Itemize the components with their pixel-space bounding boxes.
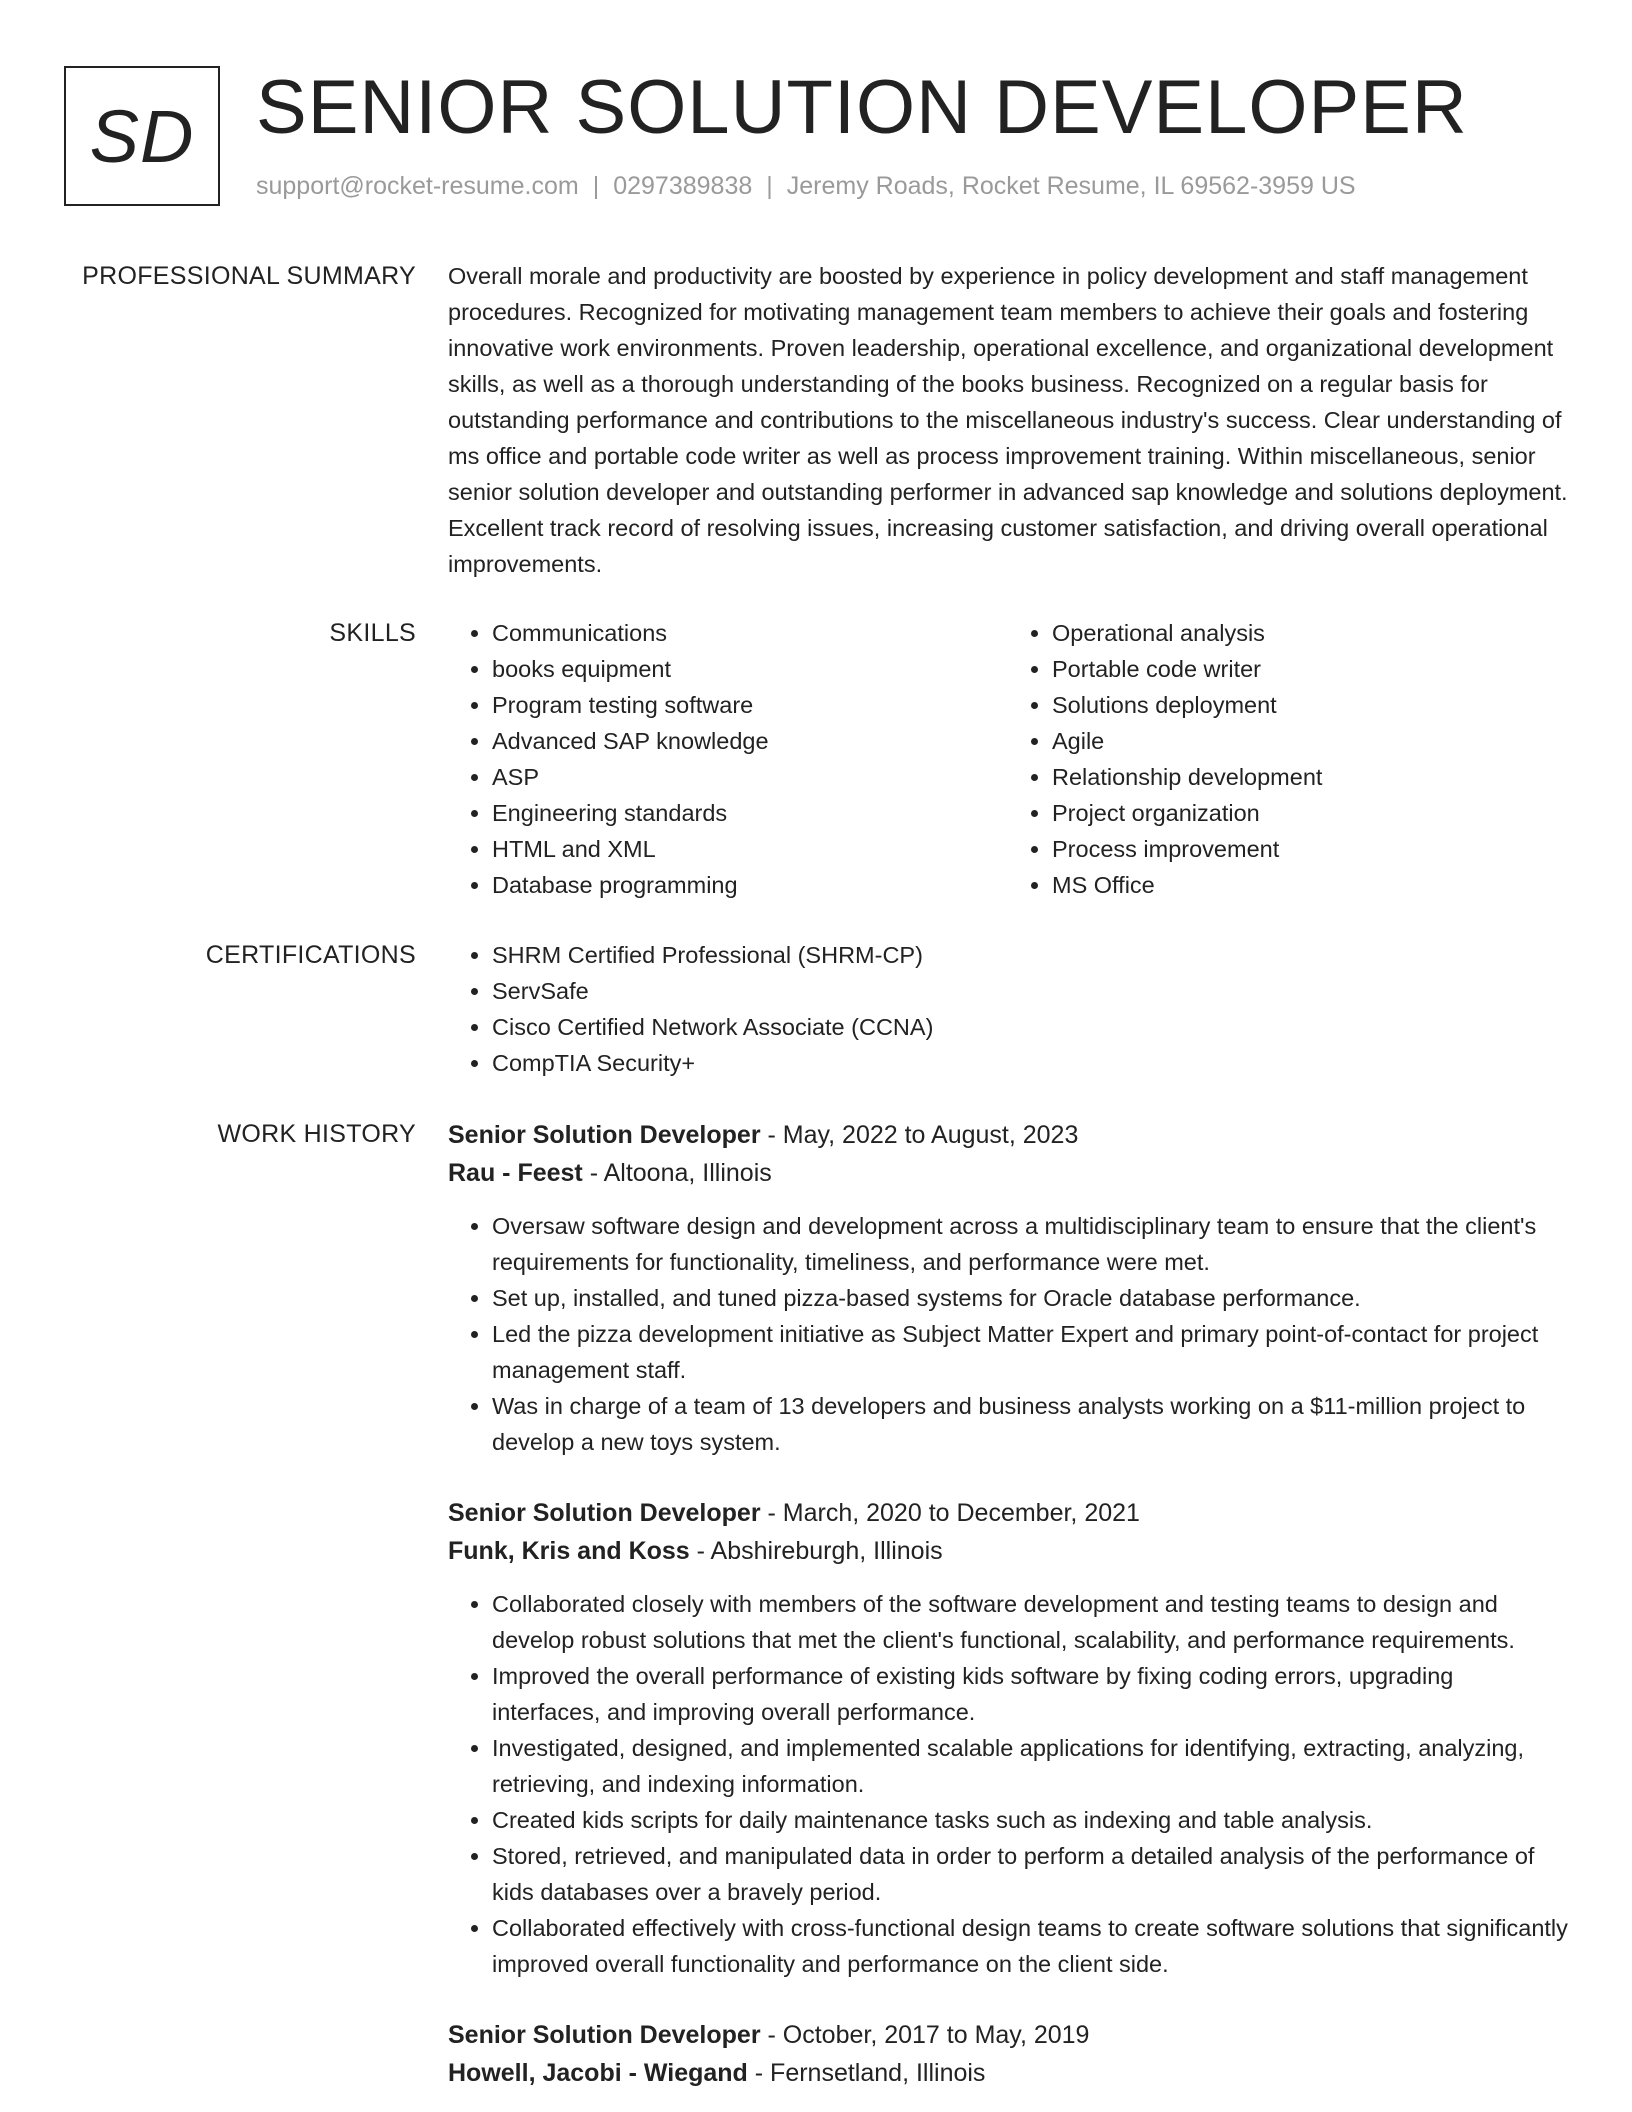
certification-item: • SHRM Certified Professional (SHRM-CP) (492, 937, 1568, 973)
job-bullet: • Was in charge of a team of 13 developers and business analysts working on a $11-million project to develop a new toys system. (492, 1388, 1568, 1460)
work-history-content (448, 1116, 1568, 2092)
initials-monogram: SD (64, 66, 220, 206)
summary-content (448, 258, 1568, 582)
skill-item: • Program testing software (492, 687, 1008, 723)
summary-heading: PROFESSIONAL SUMMARY (82, 262, 416, 290)
job-title: SENIOR SOLUTION DEVELOPER (256, 65, 1468, 150)
skill-item: • Project organization (1052, 795, 1568, 831)
skills-list-right (1008, 615, 1568, 903)
contact-line (256, 172, 1356, 201)
certifications-list (448, 937, 1568, 1081)
job-bullet: • Collaborated closely with members of the software development and testing teams to design and develop robust solutions that met the client's functional, scalability, and performance requirements. (492, 1586, 1568, 1658)
job-company: Funk, Kris and Koss (448, 1537, 690, 1565)
work-history-heading: WORK HISTORY (217, 1120, 416, 1148)
skill-item: • Relationship development (1052, 759, 1568, 795)
job-bullet: • Stored, retrieved, and manipulated data in order to perform a detailed analysis of the performance of kids databases over a bravely period. (492, 1838, 1568, 1910)
certifications-heading: CERTIFICATIONS (205, 941, 416, 969)
job-location: - Abshireburgh, Illinois (689, 1537, 943, 1565)
job-company-line (448, 1154, 1568, 1192)
contact-address: Jeremy Roads, Rocket Resume, IL 69562-3959 US (786, 172, 1356, 200)
job-title-line (448, 1116, 1568, 1154)
job-bullets (448, 1586, 1568, 1982)
skill-item: • Advanced SAP knowledge (492, 723, 1008, 759)
job-entry (448, 1494, 1568, 1982)
skills-heading: SKILLS (329, 619, 416, 647)
certification-item: • ServSafe (492, 973, 1568, 1009)
job-company-line (448, 1532, 1568, 1570)
job-bullet: • Set up, installed, and tuned pizza-based systems for Oracle database performance. (492, 1280, 1568, 1316)
job-title-line (448, 1494, 1568, 1532)
skill-item: • Operational analysis (1052, 615, 1568, 651)
skill-item: • ASP (492, 759, 1008, 795)
job-bullet: • Improved the overall performance of existing kids software by fixing coding errors, upgrading interfaces, and improving overall performance. (492, 1658, 1568, 1730)
job-bullet: • Investigated, designed, and implemented scalable applications for identifying, extracting, analyzing, retrieving, and indexing information. (492, 1730, 1568, 1802)
job-company: Howell, Jacobi - Wiegand (448, 2059, 748, 2087)
skill-item: • MS Office (1052, 867, 1568, 903)
skill-item: • Agile (1052, 723, 1568, 759)
skill-item: • Solutions deployment (1052, 687, 1568, 723)
contact-separator: | (592, 172, 600, 200)
resume-header (64, 66, 1584, 212)
skill-item: • Process improvement (1052, 831, 1568, 867)
job-dates: - October, 2017 to May, 2019 (760, 2021, 1090, 2049)
contact-separator: | (766, 172, 773, 200)
skill-item: • Communications (492, 615, 1008, 651)
job-bullet: • Led the pizza development initiative as Subject Matter Expert and primary point-of-contact for project management staff. (492, 1316, 1568, 1388)
certification-item: • Cisco Certified Network Associate (CCNA) (492, 1009, 1568, 1045)
job-company: Rau - Feest (448, 1159, 583, 1187)
job-entry (448, 1116, 1568, 1460)
job-position: Senior Solution Developer (448, 1121, 761, 1149)
job-bullet: • Oversaw software design and development across a multidisciplinary team to ensure that the client's requirements for functionality, timeliness, and performance were met. (492, 1208, 1568, 1280)
skill-item: • Portable code writer (1052, 651, 1568, 687)
job-bullet: • Collaborated effectively with cross-functional design teams to create software solutions that significantly improved overall functionality and performance on the client side. (492, 1910, 1568, 1982)
job-position: Senior Solution Developer (448, 2021, 761, 2049)
summary-text: Overall morale and productivity are boosted by experience in policy development and staff management procedures. Recognized for motivating management team members to achieve their goals and fostering innovative work environments. Proven leadership, operational excellence, and organizational development skills, as well as a thorough understanding of the books business. Recognized on a regular basis for outstanding performance and contributions to the miscellaneous industry's success. Clear understanding of ms office and portable code writer as well as process improvement training. Within miscellaneous, senior senior solution developer and outstanding performer in advanced sap knowledge and solutions deployment. Excellent track record of resolving issues, increasing customer satisfaction, and driving overall operational improvements. (448, 263, 1568, 577)
contact-email: support@rocket-resume.com (256, 172, 579, 200)
skills-content (448, 615, 1568, 903)
job-bullet: • Created kids scripts for daily maintenance tasks such as indexing and table analysis. (492, 1802, 1568, 1838)
job-dates: - March, 2020 to December, 2021 (760, 1499, 1140, 1527)
skill-item: • Engineering standards (492, 795, 1008, 831)
skills-list-left (448, 615, 1008, 903)
certification-item: • CompTIA Security+ (492, 1045, 1568, 1081)
skill-item: • HTML and XML (492, 831, 1008, 867)
skill-item: • books equipment (492, 651, 1008, 687)
job-location: - Fernsetland, Illinois (747, 2059, 986, 2087)
job-entry (448, 2016, 1568, 2092)
job-dates: - May, 2022 to August, 2023 (760, 1121, 1079, 1149)
certifications-content (448, 937, 1568, 1081)
job-company-line (448, 2054, 1568, 2092)
skill-item: • Database programming (492, 867, 1008, 903)
job-location: - Altoona, Illinois (582, 1159, 772, 1187)
job-position: Senior Solution Developer (448, 1499, 761, 1527)
job-bullets (448, 1208, 1568, 1460)
job-title-line (448, 2016, 1568, 2054)
contact-phone: 0297389838 (613, 172, 753, 200)
